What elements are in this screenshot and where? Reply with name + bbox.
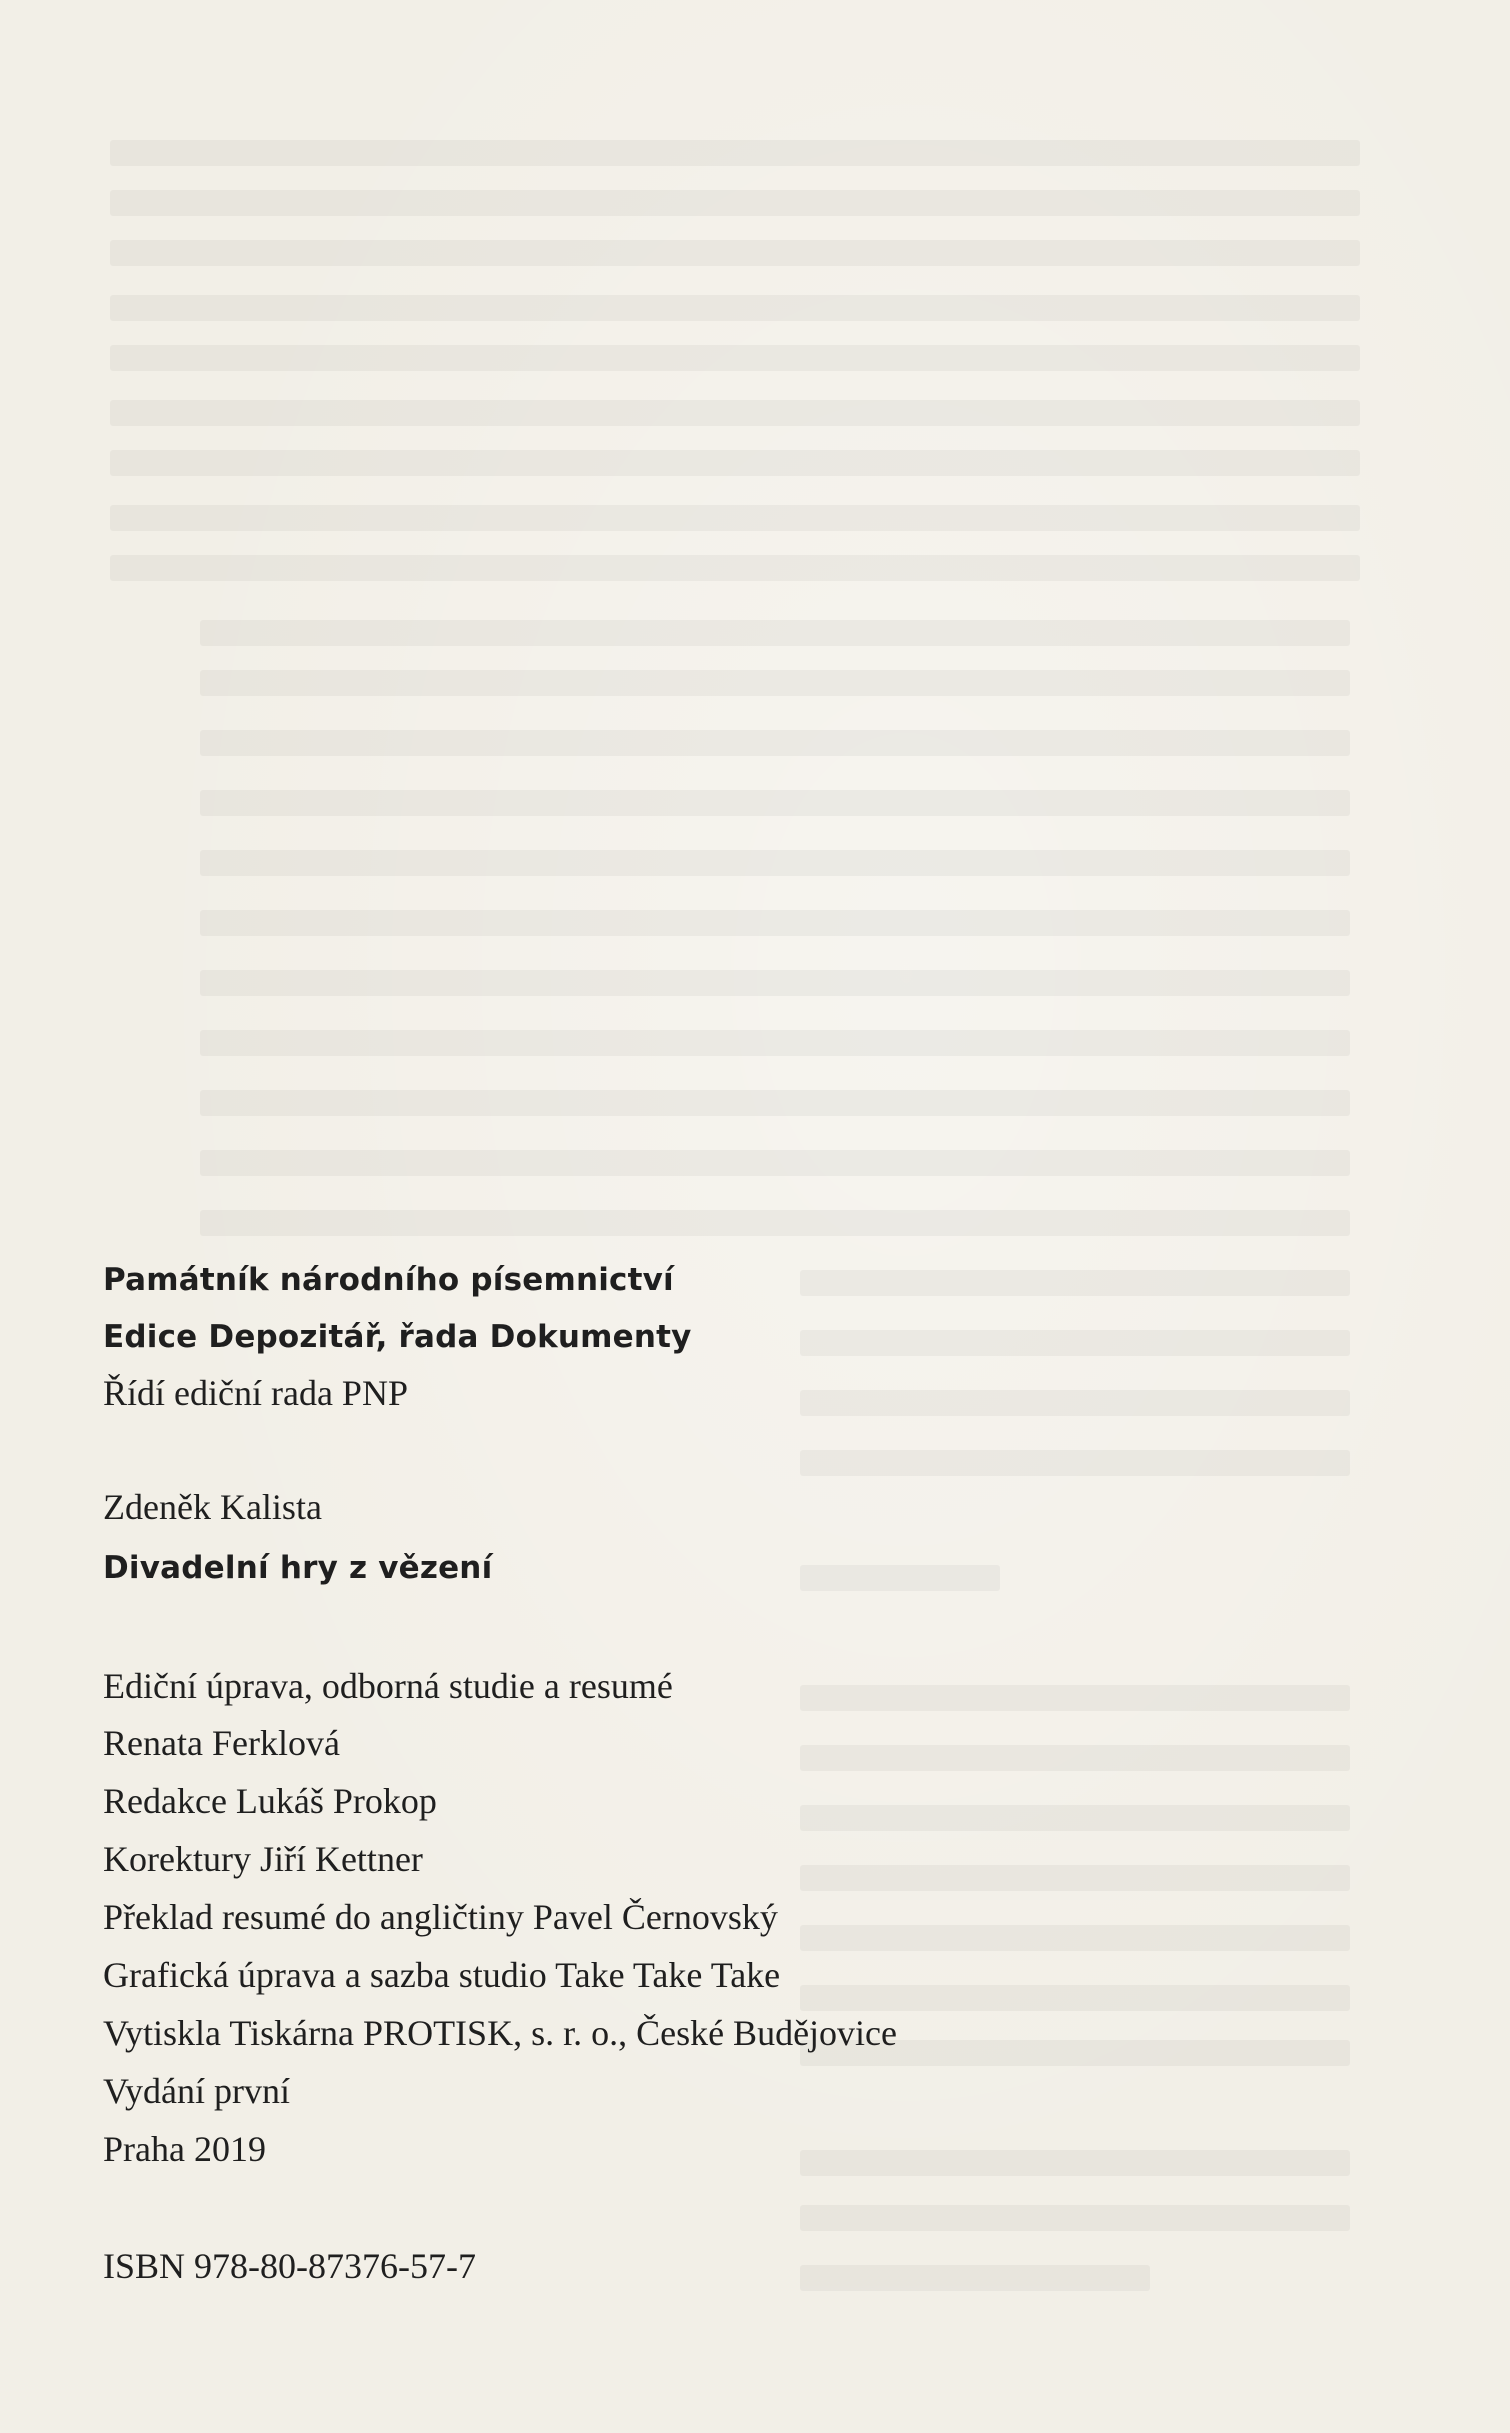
credit-line: Praha 2019 [103, 2129, 266, 2169]
edition-series: Edice Depozitář, řada Dokumenty [103, 1319, 692, 1355]
credit-line: Překlad resumé do angličtiny Pavel Černovský [103, 1897, 778, 1937]
credit-line: Ediční úprava, odborná studie a resumé [103, 1666, 673, 1706]
credit-line: Renata Ferklová [103, 1723, 340, 1763]
credit-line: Vydání první [103, 2071, 290, 2111]
editorial-board: Řídí ediční rada PNP [103, 1373, 408, 1413]
author-name: Zdeněk Kalista [103, 1487, 322, 1527]
credit-line: Redakce Lukáš Prokop [103, 1781, 437, 1821]
isbn: ISBN 978-80-87376-57-7 [103, 2246, 476, 2286]
credit-line: Grafická úprava a sazba studio Take Take Take [103, 1955, 781, 1995]
credit-line: Vytiskla Tiskárna PROTISK, s. r. o., České Budějovice [103, 2013, 898, 2053]
credit-line: Korektury Jiří Kettner [103, 1839, 423, 1879]
book-title: Divadelní hry z vězení [103, 1550, 493, 1586]
publisher-name: Památník národního písemnictví [103, 1262, 674, 1298]
